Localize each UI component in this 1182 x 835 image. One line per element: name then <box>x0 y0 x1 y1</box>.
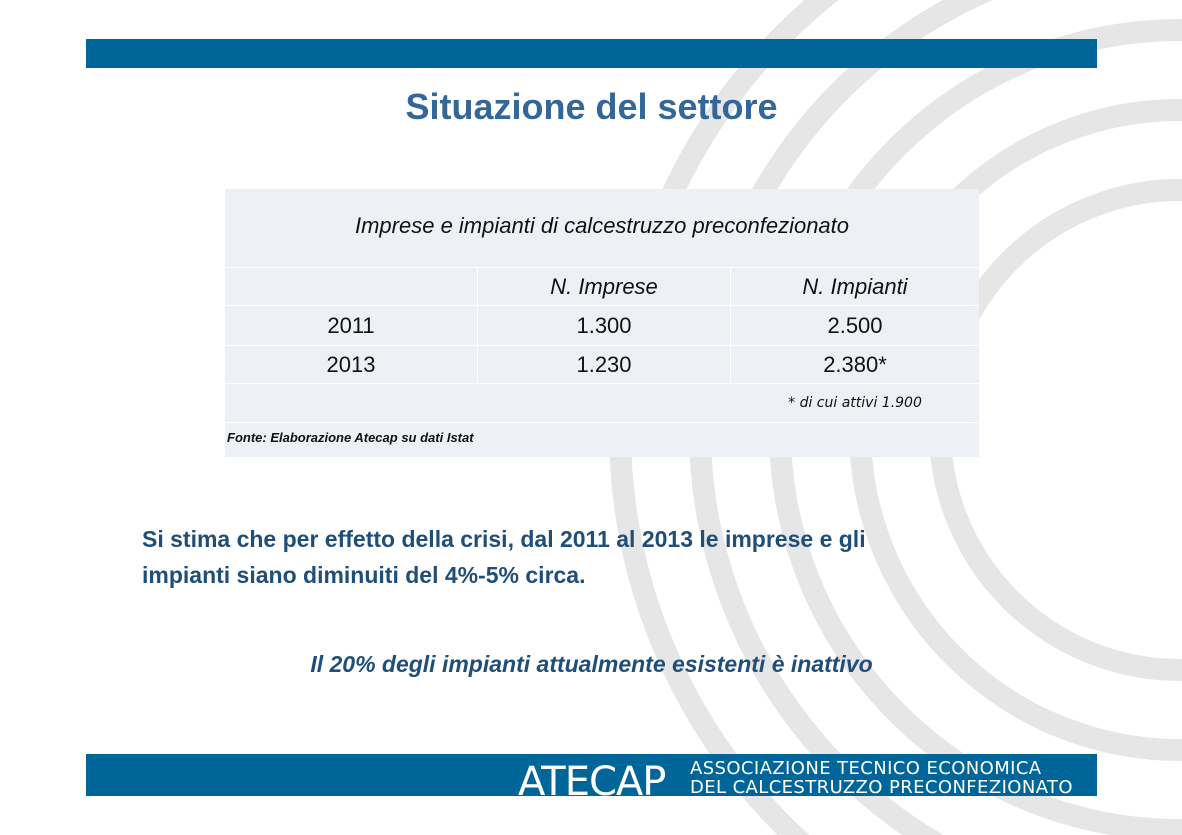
impianti-cell: 2.500 <box>827 313 883 338</box>
imprese-cell: 1.230 <box>576 352 632 377</box>
table-caption: Imprese e impianti di calcestruzzo preconfezionato <box>354 213 850 238</box>
association-line: ASSOCIAZIONE TECNICO ECONOMICA <box>690 758 1042 779</box>
column-header-imprese: N. Imprese <box>550 274 658 299</box>
row-year-cell: 2011 <box>327 313 375 338</box>
table-divider <box>225 305 979 306</box>
table-source: Fonte: Elaborazione Atecap su dati Istat <box>227 430 474 445</box>
table-footnote: * di cui attivi 1.900 <box>788 395 922 411</box>
estimate-paragraph <box>142 521 1062 593</box>
atecap-logo: ATECAP <box>518 759 666 805</box>
association-name <box>690 759 1100 797</box>
column-header-impianti: N. Impianti <box>802 274 908 299</box>
association-line: DEL CALCESTRUZZO PRECONFEZIONATO <box>690 777 1073 798</box>
header-band <box>86 39 1097 68</box>
estimate-line: impianti siano diminuiti del 4%-5% circa. <box>142 562 586 588</box>
table-divider <box>225 345 979 346</box>
impianti-cell: 2.380* <box>823 352 887 377</box>
estimate-line: Si stima che per effetto della crisi, dal 2011 al 2013 le imprese e gli <box>142 526 866 552</box>
row-year-cell: 2013 <box>326 352 376 377</box>
inactive-statement: Il 20% degli impianti attualmente esistenti è inattivo <box>310 651 873 677</box>
page-title: Situazione del settore <box>405 86 778 127</box>
table-divider <box>225 383 979 384</box>
imprese-cell: 1.300 <box>576 313 632 338</box>
table-divider <box>225 267 979 268</box>
table-divider <box>225 422 979 423</box>
